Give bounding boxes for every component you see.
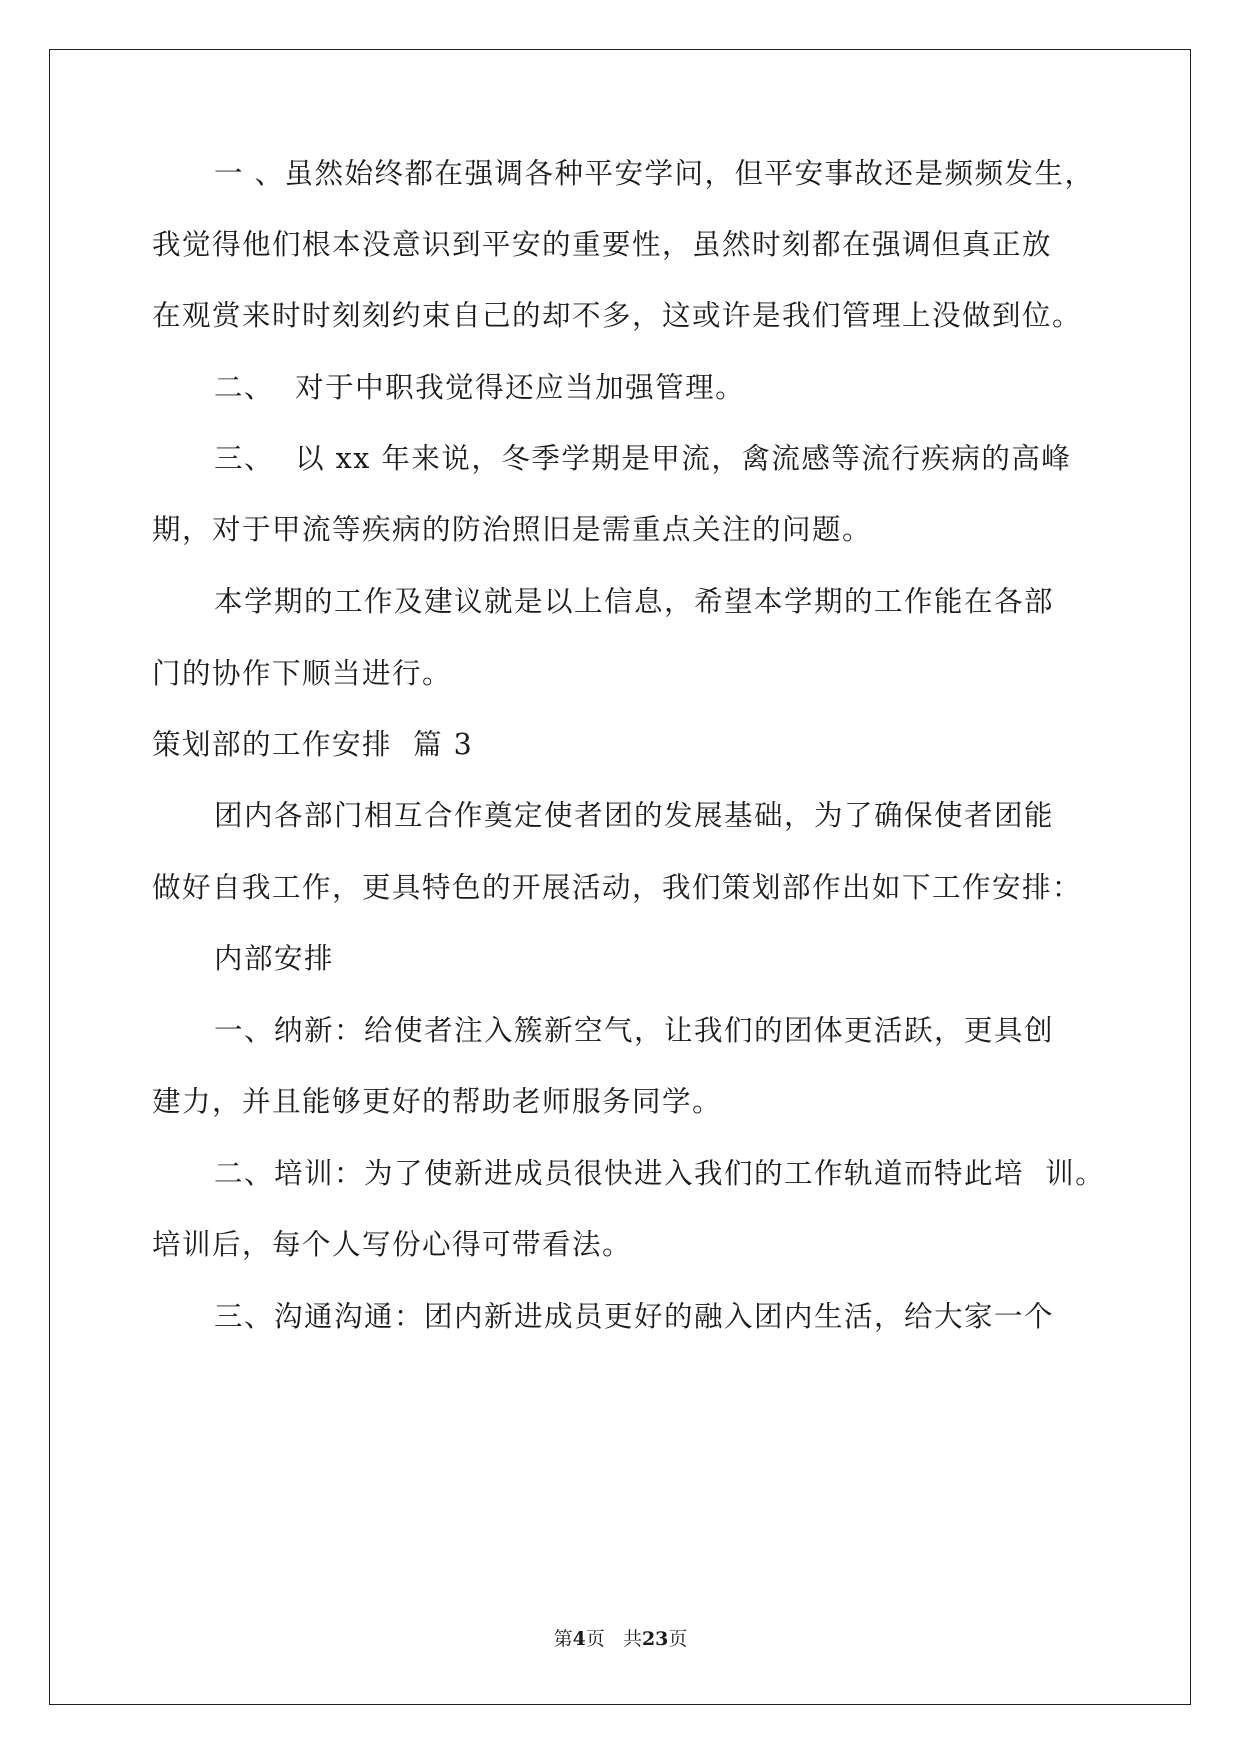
paragraph-line: 在观赏来时时刻刻约束自己的却不多，这或许是我们管理上没做到位。 — [152, 299, 1083, 332]
paragraph-line: 建力，并且能够更好的帮助老师服务同学。 — [152, 1085, 723, 1118]
footer-middle: 页 共 — [585, 1628, 642, 1650]
paragraph-line: 团内各部门相互合作奠定使者团的发展基础，为了确保使者团能 — [214, 799, 1055, 832]
page-total: 23 — [641, 1628, 669, 1650]
page-number: 4 — [572, 1628, 586, 1650]
paragraph-line: 本学期的工作及建议就是以上信息，希望本学期的工作能在各部 — [214, 585, 1055, 618]
paragraph-line: 期，对于甲流等疾病的防治照旧是需重点关注的问题。 — [152, 513, 873, 546]
paragraph-line: 二、 对于中职我觉得还应当加强管理。 — [214, 371, 746, 404]
paragraph-line: 一、纳新：给使者注入簇新空气，让我们的团体更活跃，更具创 — [214, 1014, 1055, 1047]
paragraph-line: 三、 以 xx 年来说，冬季学期是甲流，禽流感等流行疾病的高峰 — [214, 442, 1072, 475]
page-footer — [0, 1627, 1241, 1651]
paragraph-line: 门的协作下顺当进行。 — [152, 657, 453, 690]
paragraph-line: 一 、虽然始终都在强调各种平安学问，但平安事故还是频频发生， — [214, 157, 1095, 190]
paragraph-line: 做好自我工作，更具特色的开展活动，我们策划部作出如下工作安排： — [152, 871, 1083, 904]
paragraph-line: 三、沟通沟通：团内新进成员更好的融入团内生活，给大家一个 — [214, 1300, 1055, 1333]
paragraph-line: 我觉得他们根本没意识到平安的重要性，虽然时刻都在强调但真正放 — [152, 228, 1053, 261]
paragraph-line: 二、培训：为了使新进成员很快进入我们的工作轨道而特此培 训。 — [214, 1157, 1106, 1190]
section-heading: 策划部的工作安排 篇 3 — [152, 728, 474, 761]
footer-suffix: 页 — [668, 1628, 688, 1650]
subheading: 内部安排 — [214, 942, 335, 975]
footer-prefix: 第 — [553, 1628, 573, 1650]
paragraph-line: 培训后，每个人写份心得可带看法。 — [152, 1228, 633, 1261]
